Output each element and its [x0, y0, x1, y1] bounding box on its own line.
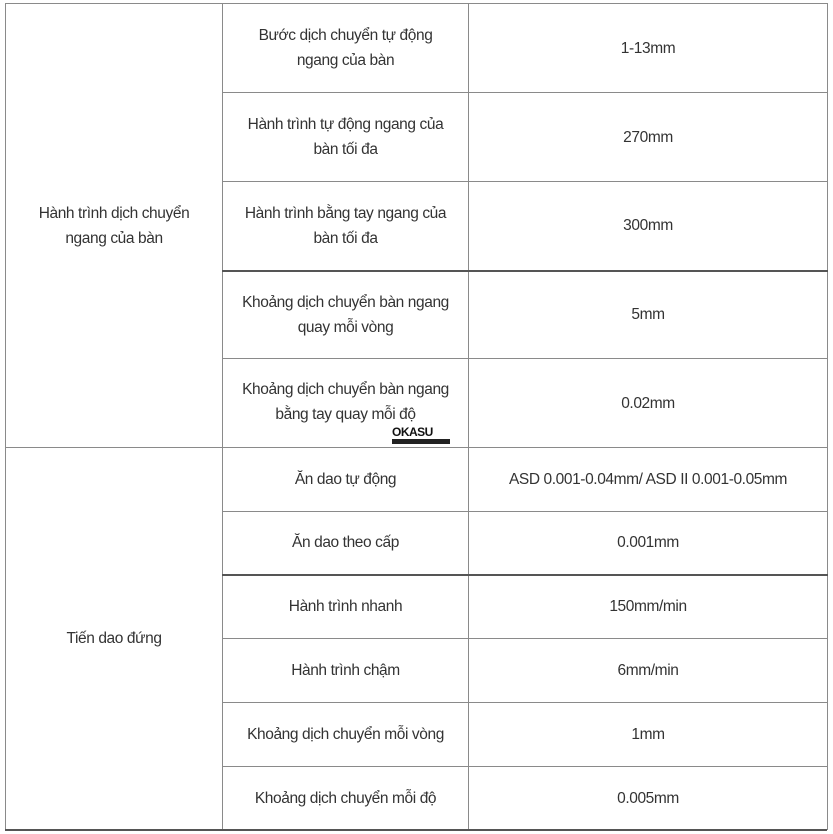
spec-value: 0.005mm — [469, 767, 828, 830]
spec-name: Hành trình nhanh — [223, 575, 469, 639]
spec-value: 6mm/min — [469, 639, 828, 703]
spec-value: 270mm — [469, 93, 828, 182]
spec-value: ASD 0.001-0.04mm/ ASD II 0.001-0.05mm — [469, 448, 828, 512]
spec-name: Ăn dao tự động — [223, 448, 469, 512]
spec-name: Khoảng dịch chuyển mỗi độ — [223, 767, 469, 830]
table-bottom-border — [5, 829, 827, 831]
spec-value: 0.001mm — [469, 512, 828, 575]
watermark-text: OKASU — [392, 425, 433, 439]
spec-name: Khoảng dịch chuyển bàn ngang bằng tay quay mỗi độ — [223, 359, 469, 448]
spec-name: Hành trình chậm — [223, 639, 469, 703]
spec-name: Bước dịch chuyển tự động ngang của bàn — [223, 4, 469, 93]
okasu-watermark-logo — [392, 426, 452, 445]
spec-name: Hành trình bằng tay ngang của bàn tối đa — [223, 182, 469, 271]
table-row — [6, 4, 828, 93]
spec-name: Khoảng dịch chuyển mỗi vòng — [223, 703, 469, 767]
spec-value: 1-13mm — [469, 4, 828, 93]
spec-value: 300mm — [469, 182, 828, 271]
table-row — [6, 448, 828, 512]
group-label: Hành trình dịch chuyển ngang của bàn — [6, 4, 223, 448]
spec-value: 5mm — [469, 271, 828, 359]
spec-value: 0.02mm — [469, 359, 828, 448]
spec-table — [5, 3, 828, 830]
spec-value: 150mm/min — [469, 575, 828, 639]
group-label: Tiến dao đứng — [6, 448, 223, 830]
spec-name: Ăn dao theo cấp — [223, 512, 469, 575]
spec-name: Khoảng dịch chuyển bàn ngang quay mỗi vòng — [223, 271, 469, 359]
spec-value: 1mm — [469, 703, 828, 767]
spec-name: Hành trình tự động ngang của bàn tối đa — [223, 93, 469, 182]
watermark-strip — [392, 439, 450, 444]
